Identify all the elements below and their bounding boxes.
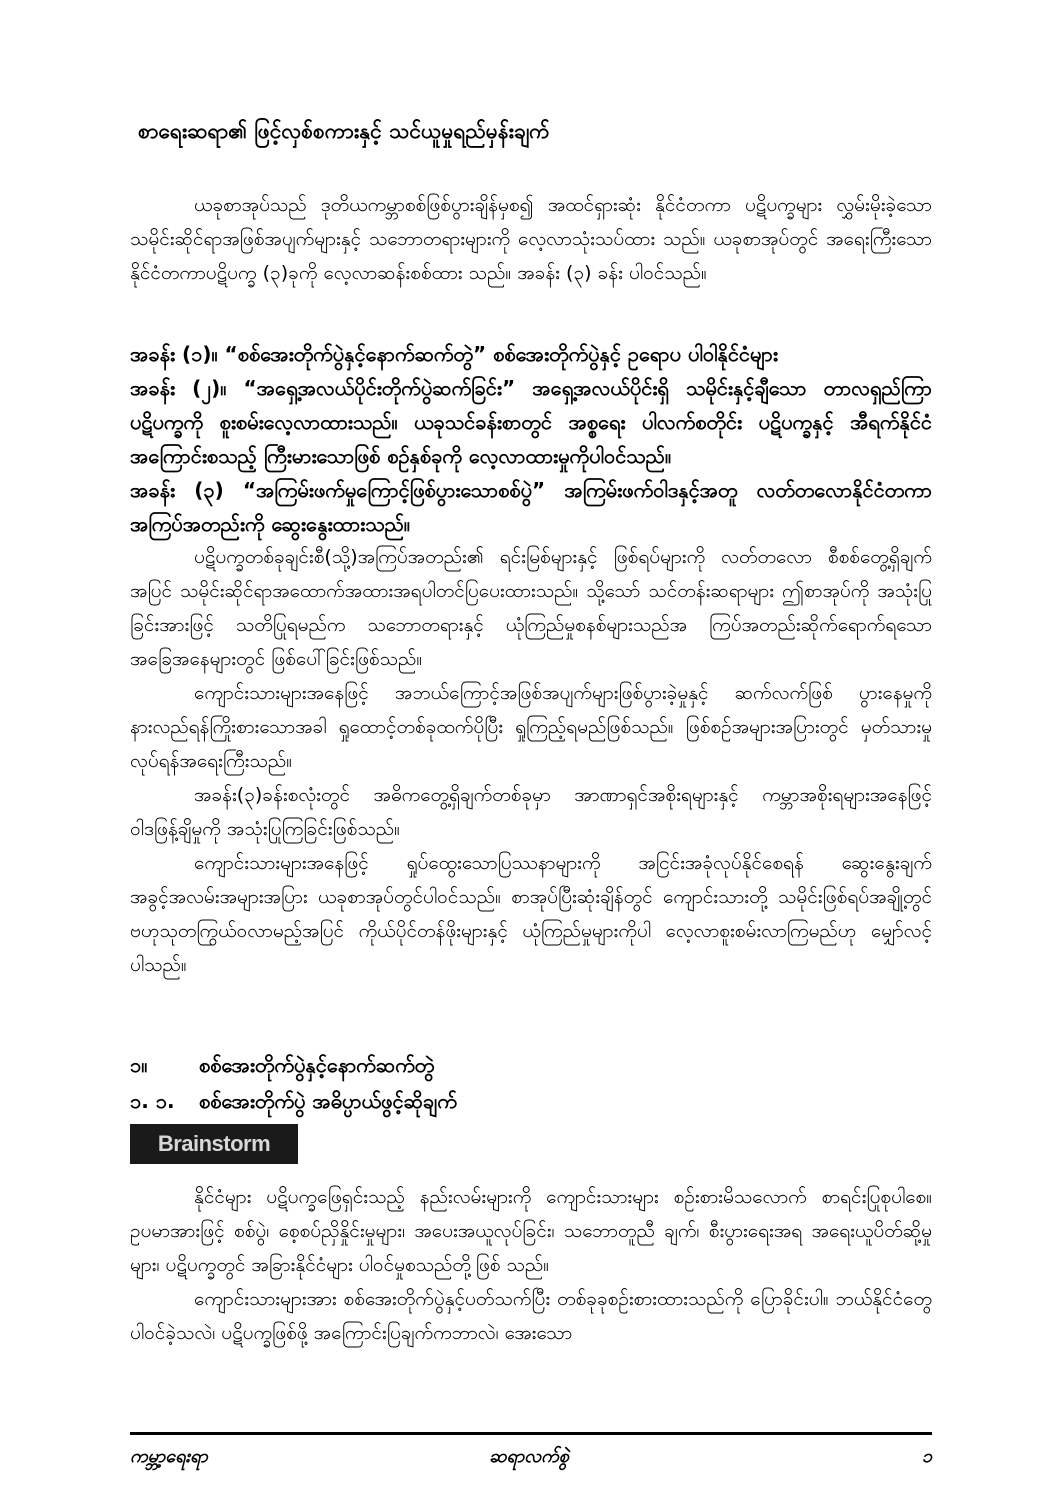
chapter-list bbox=[130, 337, 932, 541]
section-title: စစ်အေးတိုက်ပွဲ အဓိပ္ပာယ်ဖွင့်ဆိုချက် bbox=[198, 1089, 457, 1113]
chapter-3-summary: အခန်း (၃) “အကြမ်းဖက်မှုကြောင့်ဖြစ်ပွားသောစစ်ပွဲ” အကြမ်းဖက်ဝါဒနှင့်အတူ လတ်တလောနိုင်ငံတကာ အကြပ်အတည်းကို ဆွေးနွေးထားသည်။ bbox=[130, 478, 932, 536]
section-number: ၁. ၁. bbox=[130, 1089, 175, 1113]
intro-text: ယခုစာအုပ်သည် ဒုတိယကမ္ဘာစစ်ဖြစ်ပွားချိန်မှစ၍ အထင်ရှားဆုံး နိုင်ငံတကာ ပဋိပက္ခများ လွှမ်းမိုးခဲ့သော သမိုင်းဆိုင်ရာအဖြစ်အပျက်များနှင့် သဘောတရားများကို လေ့လာသုံးသပ်ထား သည်။ ယခုစာအုပ်တွင် အရေးကြီးသော နိုင်ငံတကာပဋိပက္ခ (၃)ခုကို လေ့လာဆန်းစစ်ထား သည်။ အခန်း (၃) ခန်း ပါဝင်သည်။ bbox=[130, 194, 932, 284]
page-heading: စာရေးဆရာ၏ ဖြင့်လှစ်စကားနှင့် သင်ယူမှုရည်မှန်းချက် bbox=[138, 119, 550, 143]
section-number: ၁။ bbox=[130, 1053, 148, 1077]
chapter-1-summary: အခန်း (၁)။ “စစ်အေးတိုက်ပွဲနှင့်နောက်ဆက်တွဲ” စစ်အေးတိုက်ပွဲနှင့် ဥရောပ ပါဝါနိုင်ငံများ bbox=[130, 342, 778, 366]
body-section-1 bbox=[130, 540, 932, 982]
footer-book-title: ဆရာလက်စွဲ bbox=[489, 1446, 569, 1467]
paragraph: ပဋိပက္ခတစ်ခုချင်းစီ(သို့)အကြပ်အတည်း၏ ရင်းမြစ်များနှင့် ဖြစ်ရပ်များကို လတ်တလော စီစစ်တွေ့ရှိချက်အပြင် သမိုင်းဆိုင်ရာအထောက်အထားအရပါတင်ပြပေးထားသည်။ သို့သော် သင်တန်းဆရာများ ဤစာအုပ်ကို အသုံးပြုခြင်းအားဖြင့် သတိပြုရမည်က သဘောတရားနှင့် ယုံကြည်မှုစနစ်များသည်အ ကြပ်အတည်းဆိုက်ရောက်ရသော အခြေအနေများတွင် ဖြစ်ပေါ်ခြင်းဖြစ်သည်။ bbox=[130, 546, 932, 670]
paragraph: ကျောင်းသားများအား စစ်အေးတိုက်ပွဲနှင့်ပတ်သက်ပြီး တစ်ခုခုစဉ်းစားထားသည်ကို ပြောခိုင်းပါ။ ဘယ်နိုင်ငံတွေပါဝင်ခဲ့သလဲ၊ ပဋိပက္ခဖြစ်ဖို့ အကြောင်းပြချက်ကဘာလဲ၊ အေးသော bbox=[130, 1288, 932, 1344]
chapter-2-summary: အခန်း (၂)။ “အရှေ့အလယ်ပိုင်းတိုက်ပွဲဆက်ခြင်း” အရှေ့အလယ်ပိုင်းရှိ သမိုင်းနှင့်ချီသော တာလရှည်ကြာ ပဋိပက္ခကို စူးစမ်းလေ့လာထားသည်။ ယခုသင်ခန်းစာတွင် အစ္စရေး ပါလက်စတိုင်း ပဋိပက္ခနှင့် အီရက်နိုင်ငံအကြောင်းစသည့် ကြီးမားသောဖြစ် စဉ်နှစ်ခုကို လေ့လာထားမှုကိုပါဝင်သည်။ bbox=[130, 376, 932, 468]
footer-subject: ကမ္ဘာ့ရေးရာ bbox=[130, 1446, 208, 1467]
paragraph: နိုင်ငံများ ပဋိပက္ခဖြေရှင်းသည့် နည်းလမ်းများကို ကျောင်းသားများ စဉ်းစားမိသလောက် စာရင်းပြုစုပါစေ။ ဥပမာအားဖြင့် စစ်ပွဲ၊ စေ့စပ်ညှိနှိုင်းမှုများ၊ အပေးအယူလုပ်ခြင်း၊ သဘောတူညီ ချက်၊ စီးပွားရေးအရ အရေးယူပိတ်ဆို့မှုများ၊ ပဋိပက္ခတွင် အခြားနိုင်ငံများ ပါဝင်မှုစသည်တို့ဖြစ် သည်။ bbox=[130, 1186, 932, 1276]
paragraph: ကျောင်းသားများအနေဖြင့် အဘယ်ကြောင့်အဖြစ်အပျက်များဖြစ်ပွားခဲ့မှုနှင့် ဆက်လက်ဖြစ် ပွားနေမှုကို နားလည်ရန်ကြိုးစားသောအခါ ရှုထောင့်တစ်ခုထက်ပိုပြီး ရှုကြည့်ရမည်ဖြစ်သည်။ ဖြစ်စဉ်အများအပြားတွင် မှတ်သားမှုလုပ်ရန်အရေးကြီးသည်။ bbox=[130, 682, 932, 772]
footer-divider bbox=[130, 1432, 932, 1435]
paragraph: အခန်း(၃)ခန်းစလုံးတွင် အဓိကတွေ့ရှိချက်တစ်ခုမှာ အာဏာရှင်အစိုးရများနှင့် ကမ္ဘာအစိုးရများအနေဖြင့် ဝါဒဖြန့်ချိမှုကို အသုံးပြုကြခြင်းဖြစ်သည်။ bbox=[130, 784, 932, 840]
section-heading-1-1 bbox=[130, 1086, 457, 1116]
section-title: စစ်အေးတိုက်ပွဲနှင့်နောက်ဆက်တွဲ bbox=[198, 1053, 435, 1077]
page-number: ၁ bbox=[921, 1446, 932, 1467]
intro-paragraph bbox=[130, 188, 932, 290]
brainstorm-label: Brainstorm bbox=[130, 1124, 298, 1164]
body-section-2 bbox=[130, 1180, 932, 1350]
section-heading-1 bbox=[130, 1050, 434, 1080]
paragraph: ကျောင်းသားများအနေဖြင့် ရှုပ်ထွေးသောပြဿနာများကို အငြင်းအခုံလုပ်နိုင်စေရန် ဆွေးနွေးချက် အခွင့်အလမ်းအများအပြား ယခုစာအုပ်တွင်ပါဝင်သည်။ စာအုပ်ပြီးဆုံးချိန်တွင် ကျောင်းသားတို့ သမိုင်းဖြစ်ရပ်အချို့တွင် ဗဟုသုတကြွယ်ဝလာမည့်အပြင် ကိုယ်ပိုင်တန်ဖိုးများနှင့် ယုံကြည်မှုများကိုပါ လေ့လာစူးစမ်းလာကြမည်ဟု မျှော်လင့်ပါသည်။ bbox=[130, 852, 932, 976]
